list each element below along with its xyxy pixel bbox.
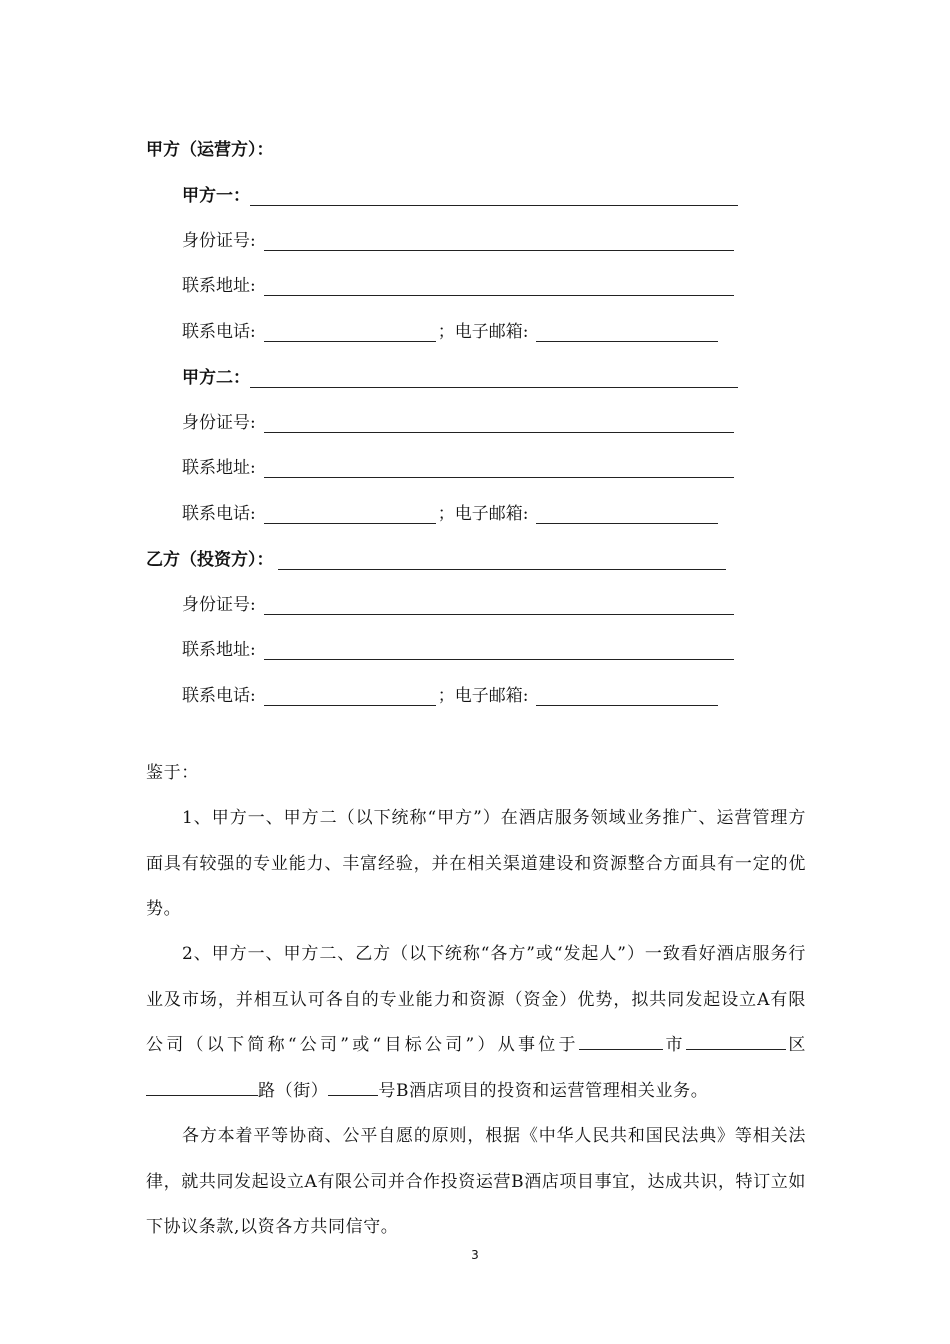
recitals-intro: 鉴于： [146, 763, 199, 783]
party-a1-phone-blank[interactable] [264, 323, 436, 342]
number-blank[interactable] [328, 1079, 378, 1096]
party-b-contact-row [182, 682, 718, 706]
party-a1-id-label: 身份证号: [182, 231, 256, 251]
party-a2-address-row [182, 454, 734, 478]
party-a2-email-blank[interactable] [536, 505, 718, 524]
party-a1-id-blank[interactable] [264, 232, 734, 251]
city-blank[interactable] [579, 1033, 663, 1050]
recital-item-2-text-a: 2、甲方一、甲方二、乙方（以下统称“各方”或“发起人”）一致看好酒店服务行业及市场，并相互认可各自的专业能力和资源（资金）优势，拟共同发起设立A有限公司（以下简称“公司”或“目标公司”）从事位于 [146, 944, 806, 1055]
party-b-heading: 乙方（投资方）： [146, 550, 274, 570]
recital-item-1: 1、甲方一、甲方二（以下统称“甲方”）在酒店服务领域业务推广、运营管理方面具有较强的专业能力、丰富经验，并在相关渠道建设和资源整合方面具有一定的优势。 [146, 808, 806, 919]
party-a1-address-blank[interactable] [264, 277, 734, 296]
party-b-address-row [182, 636, 734, 660]
party-b-phone-label: 联系电话: [182, 686, 256, 706]
party-a2-id-row [182, 409, 734, 433]
party-a2-address-label: 联系地址: [182, 458, 256, 478]
party-a1-name-blank[interactable] [250, 187, 738, 206]
party-a2-title: 甲方二： [182, 368, 250, 388]
party-b-address-label: 联系地址: [182, 640, 256, 660]
recital-item-2 [146, 932, 806, 1114]
recital-item-2-city: 市 [662, 1035, 686, 1055]
district-blank[interactable] [686, 1033, 786, 1050]
party-b-email-blank[interactable] [536, 687, 718, 706]
party-a1-address-label: 联系地址: [182, 276, 256, 296]
page-number: 3 [471, 1248, 479, 1262]
party-b-name-blank[interactable] [278, 551, 726, 570]
recital-item-2-road: 路（街） [258, 1080, 329, 1101]
party-a2-id-label: 身份证号: [182, 413, 256, 433]
party-b-separator: ； [437, 686, 455, 706]
party-b-address-blank[interactable] [264, 641, 734, 660]
party-a1-contact-row [182, 318, 718, 342]
party-b-row [146, 546, 726, 570]
party-b-id-label: 身份证号: [182, 595, 256, 615]
party-a1-phone-label: 联系电话: [182, 322, 256, 342]
party-a2-separator: ； [437, 504, 455, 524]
party-b-id-blank[interactable] [264, 596, 734, 615]
party-a-heading [146, 136, 274, 160]
party-a2-contact-row [182, 500, 718, 524]
party-b-email-label: 电子邮箱: [454, 686, 529, 706]
closing-paragraph: 各方本着平等协商、公平自愿的原则，根据《中华人民共和国民法典》等相关法律，就共同发起设立A有限公司并合作投资运营B酒店项目事宜，达成共识，特订立如下协议条款,以资各方共同信守。 [146, 1126, 806, 1237]
party-b-phone-blank[interactable] [264, 687, 436, 706]
party-a2-phone-label: 联系电话: [182, 504, 256, 524]
party-a1-title: 甲方一： [182, 186, 250, 206]
party-a-heading-text: 甲方（运营方）： [146, 140, 274, 160]
party-a1-id-row [182, 227, 734, 251]
party-a1-email-blank[interactable] [536, 323, 718, 342]
party-a2-id-blank[interactable] [264, 414, 734, 433]
party-b-id-row [182, 591, 734, 615]
party-a2-row [182, 364, 738, 388]
party-a1-email-label: 电子邮箱: [454, 322, 529, 342]
party-a2-name-blank[interactable] [250, 369, 738, 388]
party-a1-address-row [182, 272, 734, 296]
party-a1-separator: ； [437, 322, 455, 342]
recital-item-2-district: 区 [785, 1035, 806, 1055]
party-a2-email-label: 电子邮箱: [454, 504, 529, 524]
party-a2-address-blank[interactable] [264, 459, 734, 478]
party-a1-row [182, 182, 738, 206]
party-a2-phone-blank[interactable] [264, 505, 436, 524]
recital-item-2-text-b: 号B酒店项目的投资和运营管理相关业务。 [378, 1080, 709, 1101]
road-blank[interactable] [146, 1079, 258, 1096]
